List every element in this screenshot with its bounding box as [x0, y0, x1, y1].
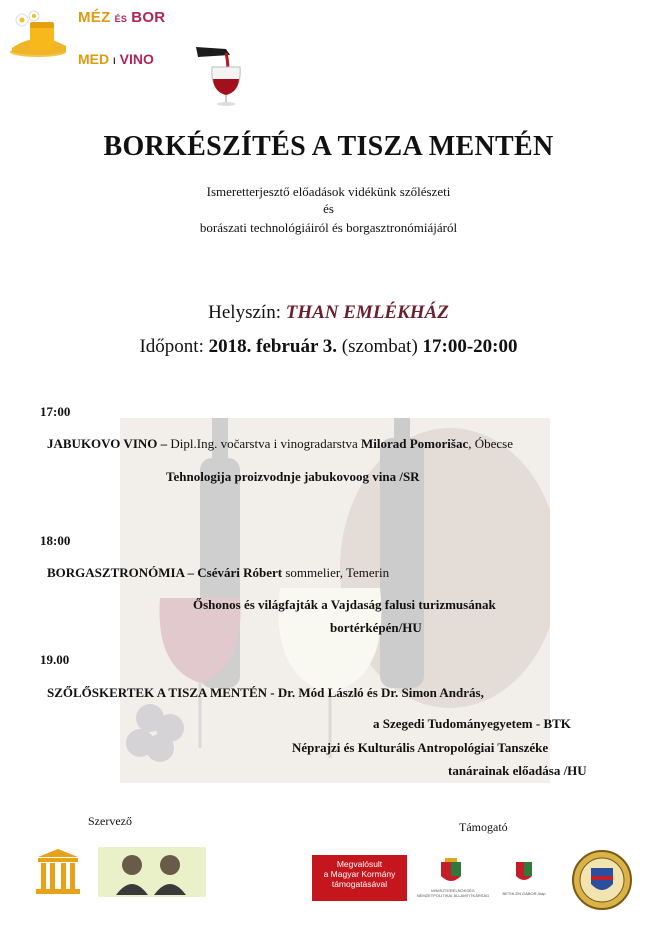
program-3-line-1: SZŐLŐSKERTEK A TISZA MENTÉN - Dr. Mód László és Dr. Simon András,	[47, 685, 484, 700]
program-speaker-1	[47, 436, 513, 452]
program-2-rest: sommelier, Temerin	[285, 565, 390, 580]
program-3-line-3: Néprajzi és Kulturális Antropológiai Tanszéke	[292, 740, 549, 755]
time-day: (szombat)	[341, 336, 418, 357]
program-topic-2-line-2: bortérképén/HU	[330, 620, 422, 635]
brand-sr-part2: VINO	[119, 51, 154, 67]
time-label: Időpont:	[139, 336, 204, 357]
program-2-heading: BORGASZTRONÓMIA – Csévári Róbert	[47, 565, 283, 580]
brand-hu	[78, 9, 165, 26]
program-speaker-2	[47, 565, 389, 581]
event-time	[0, 336, 657, 358]
municipal-seal-icon	[572, 850, 632, 910]
program-1-place: , Óbecse	[468, 436, 513, 451]
organizer-label: Szervező	[88, 814, 132, 828]
time-hours: 17:00-20:00	[422, 336, 518, 357]
brand-sr	[78, 51, 154, 67]
than-house-logo	[36, 847, 80, 895]
government-support-badge	[312, 855, 407, 901]
gov-line-2: a Magyar Kormány	[323, 869, 396, 879]
brand-sr-sep: I	[113, 56, 116, 66]
subtitle-line-3: borászati technológiáiról és borgasztronómiájáról	[199, 220, 458, 235]
subtitle-line-2: és	[323, 201, 334, 216]
program-3-line-2: a Szegedi Tudományegyetem - BTK	[373, 716, 571, 731]
gov-line-1: Megvalósult	[336, 859, 383, 869]
program-time-2: 18:00	[40, 533, 71, 548]
program-time-1: 17:00	[40, 404, 71, 419]
program-topic-2-line-1: Őshonos és világfajták a Vajdaság falusi turizmusának	[193, 597, 496, 612]
program-3-line-4: tanárainak előadása /HU	[448, 763, 587, 778]
page-title: BORKÉSZÍTÉS A TISZA MENTÉN	[103, 131, 554, 162]
program-1-title: Dipl.Ing. vočarstva i vinogradarstva	[170, 436, 358, 451]
program-1-name: Milorad Pomorišac	[361, 436, 469, 451]
brand-hu-and: ÉS	[114, 14, 128, 24]
bethlen-text: BETHLEN GÁBOR Alap	[502, 891, 546, 896]
venue	[0, 302, 657, 324]
brand-hu-part1: MÉZ	[78, 9, 111, 26]
brand-sr-part1: MED	[78, 51, 110, 67]
portraits-logo	[98, 847, 206, 897]
supporter-label: Támogató	[459, 820, 508, 834]
wine-glass-icon	[196, 45, 258, 107]
honey-jar-icon	[8, 10, 70, 58]
program-time-3: 19.00	[40, 652, 70, 667]
gov-line-3: támogatásával	[331, 879, 388, 889]
time-date: 2018. február 3.	[208, 336, 338, 357]
program-1-heading: JABUKOVO VINO –	[47, 436, 168, 451]
ministry-text: MINISZTERELNÖKSÉG NEMZETPOLITIKAI ÁLLAMTITKÁRSÁG	[416, 888, 490, 898]
subtitle-line-1: Ismeretterjesztő előadások vidékünk szőlészeti	[206, 184, 451, 199]
venue-place: THAN EMLÉKHÁZ	[285, 302, 449, 323]
program-topic-1: Tehnologija proizvodnje jabukovoog vina /SR	[166, 469, 420, 484]
venue-label: Helyszín:	[208, 302, 281, 323]
brand-hu-part2: BOR	[131, 9, 166, 26]
